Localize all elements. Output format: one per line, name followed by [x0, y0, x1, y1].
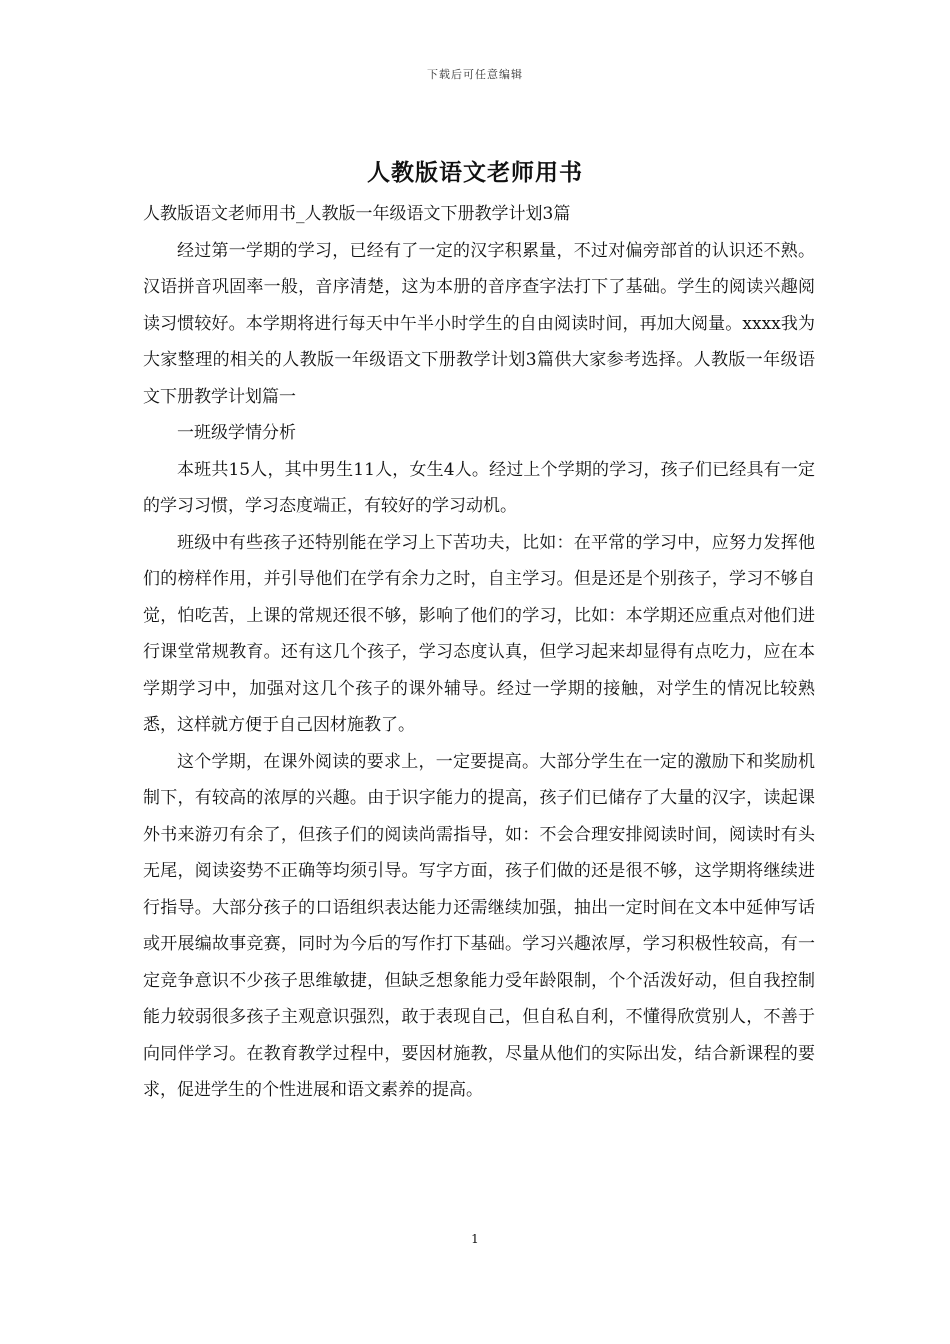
paragraph: 本班共15人，其中男生11人，女生4人。经过上个学期的学习，孩子们已经具有一定的学习习惯，学习态度端正，有较好的学习动机。	[143, 459, 815, 516]
paragraph: 经过第一学期的学习，已经有了一定的汉字积累量，不过对偏旁部首的认识还不熟。汉语拼音巩固率一般，音序清楚，这为本册的音序查字法打下了基础。学生的阅读兴趣阅读习惯较好。本学期将进行每天中午半小时学生的自由阅读时间，再加大阅量。xxxx我为大家整理的相关的人教版一年级语文下册教学计划3篇供大家参考选择。人教版一年级语文下册教学计划篇一	[143, 240, 815, 407]
document-body	[143, 196, 815, 1109]
page-number: 1	[471, 1232, 479, 1246]
section-heading: 一班级学情分析	[177, 423, 296, 443]
paragraph: 班级中有些孩子还特别能在学习上下苦功夫，比如：在平常的学习中，应努力发挥他们的榜样作用，并引导他们在学有余力之时，自主学习。但是还是个别孩子，学习不够自觉，怕吃苦，上课的常规还很不够，影响了他们的学习，比如：本学期还应重点对他们进行课堂常规教育。还有这几个孩子，学习态度认真，但学习起来却显得有点吃力，应在本学期学习中，加强对这几个孩子的课外辅导。经过一学期的接触，对学生的情况比较熟悉，这样就方便于自己因材施教了。	[143, 532, 815, 735]
document-subtitle: 人教版语文老师用书_人教版一年级语文下册教学计划3篇	[143, 204, 571, 224]
header-note: 下载后可任意编辑	[427, 68, 523, 81]
document-title: 人教版语文老师用书	[367, 159, 583, 186]
paragraph: 这个学期，在课外阅读的要求上，一定要提高。大部分学生在一定的激励下和奖励机制下，有较高的浓厚的兴趣。由于识字能力的提高，孩子们已储存了大量的汉字，读起课外书来游刃有余了，但孩子们的阅读尚需指导，如：不会合理安排阅读时间，阅读时有头无尾，阅读姿势不正确等均须引导。写字方面，孩子们做的还是很不够，这学期将继续进行指导。大部分孩子的口语组织表达能力还需继续加强，抽出一定时间在文本中延伸写话或开展编故事竞赛，同时为今后的写作打下基础。学习兴趣浓厚，学习积极性较高，有一定竞争意识不少孩子思维敏捷，但缺乏想象能力受年龄限制，个个活泼好动，但自我控制能力较弱很多孩子主观意识强烈，敢于表现自己，但自私自利，不懂得欣赏别人，不善于向同伴学习。在教育教学过程中，要因材施教，尽量从他们的实际出发，结合新课程的要求，促进学生的个性进展和语文素养的提高。	[143, 751, 815, 1100]
